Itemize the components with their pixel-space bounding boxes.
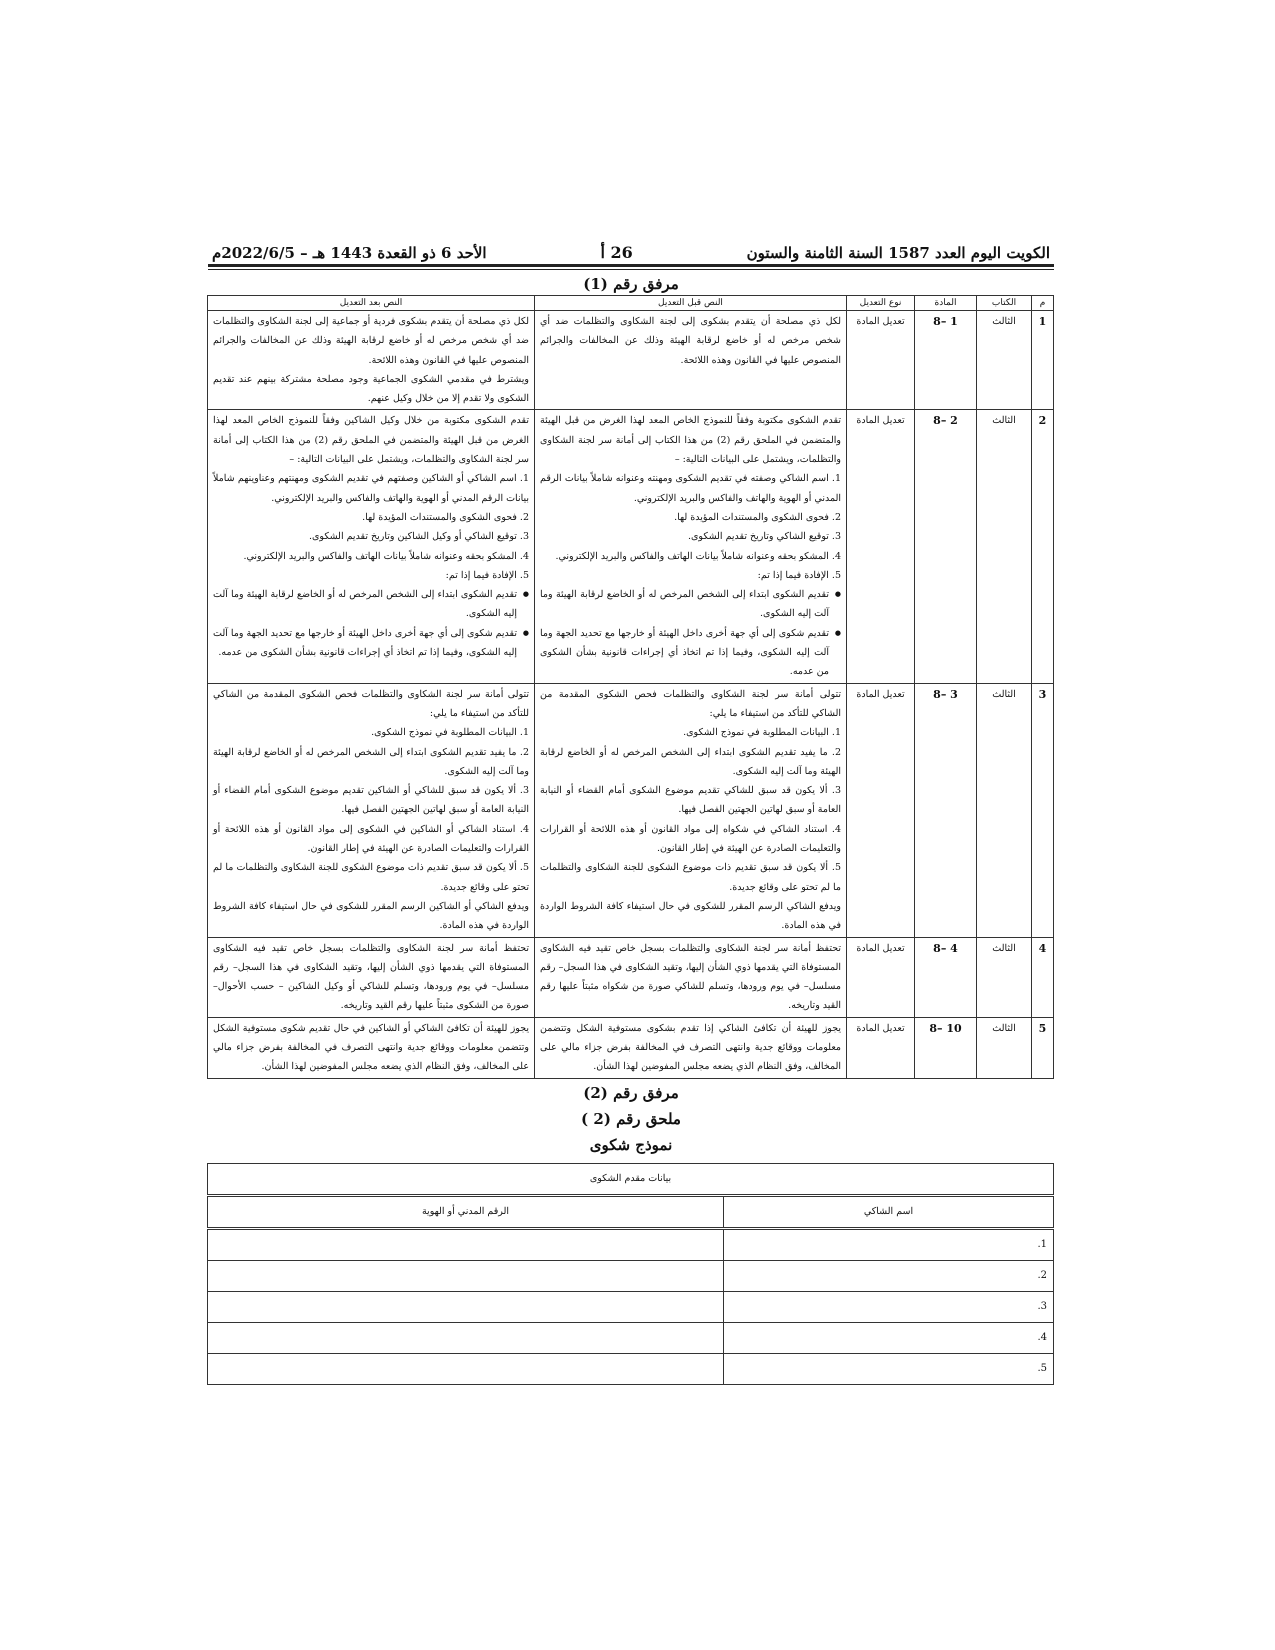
row-book: الثالث <box>977 311 1032 410</box>
text-paragraph: ويشترط في مقدمي الشكوى الجماعية وجود مصلحة مشتركة بينهم عند تقديم الشكوى ولا تقدم إلا من خلال وكيل عنهم. <box>213 373 529 405</box>
row-type: تعديل المادة <box>847 937 915 1017</box>
annex-title: ملحق رقم (2 ) <box>581 1109 681 1128</box>
row-book: الثالث <box>977 410 1032 683</box>
header-rule-thin <box>208 269 1054 270</box>
text-paragraph: ويدفع الشاكي الرسم المقرر للشكوى في حال استيفاء كافة الشروط الواردة في هذه المادة. <box>540 900 841 932</box>
text-paragraph: يجوز للهيئة أن تكافئ الشاكي إذا تقدم بشكوى مستوفية الشكل وتتضمن معلومات ووقائع جدية وانتهى التصرف في المخالفة بفرض جزاء مالي على المخالف، وفق النظام الذي يضعه مجلس المفوضين لهذا الشأن. <box>540 1022 841 1073</box>
form-row <box>207 1228 1053 1260</box>
text-paragraph: 3. ألا يكون قد سبق للشاكي أو الشاكين تقديم موضوع الشكوى أمام القضاء أو النيابة العامة أو سبق لهاتين الجهتين الفصل فيها. <box>213 785 529 816</box>
text-paragraph: 3. توقيع الشاكي وتاريخ تقديم الشكوى. <box>687 531 841 543</box>
text-paragraph: 4. المشكو بحقه وعنوانه شاملاً بيانات الهاتف والفاكس والبريد الإلكتروني. <box>555 550 841 562</box>
row-type: تعديل المادة <box>847 311 915 410</box>
form-row-number: 2. <box>724 1260 1054 1291</box>
text-paragraph: 4. المشكو بحقه وعنوانه شاملاً بيانات الهاتف والفاكس والبريد الإلكتروني. <box>243 550 529 562</box>
complaint-form-table <box>207 1163 1054 1385</box>
form-row-number: 4. <box>724 1322 1054 1353</box>
gazette-page <box>208 236 1054 1385</box>
text-paragraph: 1. البيانات المطلوبة في نموذج الشكوى. <box>683 727 841 739</box>
text-paragraph: 3. ألا يكون قد سبق للشاكي تقديم موضوع الشكوى أمام القضاء أو النيابة العامة أو سبق لهاتين الجهتين الفصل فيها. <box>540 785 841 816</box>
col-m: م <box>1032 296 1054 311</box>
row-text-before <box>535 937 847 1017</box>
col-book: الكتاب <box>977 296 1032 311</box>
form-col-id: الرقم المدني أو الهوية <box>207 1195 723 1228</box>
text-paragraph: 5. الإفادة فيما إذا تم: <box>445 569 529 581</box>
page-header <box>208 236 1054 262</box>
row-text-before <box>535 311 847 410</box>
text-paragraph: لكل ذي مصلحة أن يتقدم بشكوى إلى لجنة الشكاوى والتظلمات ضد أي شخص مرخص له أو خاضع لرقابة الهيئة وذلك عن المخالفات والجرائم المنصوص عليها في القانون وهذه اللائحة. <box>540 316 841 366</box>
text-paragraph: تقدم الشكوى مكتوبة وفقاً للنموذج الخاص المعد لهذا الغرض من قبل الهيئة والمتضمن في الملحق رقم (2) من هذا الكتاب إلى أمانة سر لجنة الشكاوى والتظلمات، ويشتمل على البيانات التالية: – <box>540 415 841 466</box>
text-paragraph: 2. فحوى الشكوى والمستندات المؤيدة لها. <box>362 511 529 523</box>
form-row <box>207 1353 1053 1384</box>
header-date: الأحد 6 ذو القعدة 1443 هـ – 2022/6/5م <box>212 244 487 262</box>
row-text-before <box>535 1017 847 1078</box>
row-type: تعديل المادة <box>847 683 915 937</box>
attachment-1-title: مرفق رقم (1) <box>583 275 679 293</box>
row-number: 5 <box>1032 1017 1054 1078</box>
text-paragraph: 2. ما يفيد تقديم الشكوى ابتداء إلى الشخص المرخص له أو الخاضع لرقابة الهيئة وما آلت إليه الشكوى. <box>540 746 841 777</box>
text-paragraph: 2. ما يفيد تقديم الشكوى ابتداء إلى الشخص المرخص له أو الخاضع لرقابة الهيئة وما آلت إليه الشكوى. <box>213 746 529 777</box>
row-text-after <box>208 1017 535 1078</box>
form-id-cell <box>207 1353 723 1384</box>
text-paragraph: 1. اسم الشاكي أو الشاكين وصفتهم في تقديم الشكوى ومهنتهم وعناوينهم شاملاً بيانات الرقم المدني أو الهوية والهاتف والفاكس والبريد الإلكتروني. <box>213 473 529 504</box>
text-paragraph: 4. استناد الشاكي أو الشاكين في الشكوى إلى مواد القانون أو هذه اللائحة أو القرارات والتعليمات الصادرة عن الهيئة في إطار القانون. <box>213 823 529 855</box>
row-text-before <box>535 410 847 683</box>
row-text-before <box>535 683 847 937</box>
bullet-item: ● تقديم شكوى إلى أي جهة أخرى داخل الهيئة أو خارجها مع تحديد الجهة وما آلت إليه الشكوى، وفيما إذا تم اتخاذ أي إجراءات قانونية بشأن الشكوى من عدمه. <box>213 624 529 663</box>
text-paragraph: 5. ألا يكون قد سبق تقديم ذات موضوع الشكوى للجنة الشكاوى والتظلمات ما لم تحتو على وقائع جديدة. <box>213 862 529 893</box>
form-id-cell <box>207 1228 723 1260</box>
row-book: الثالث <box>977 1017 1032 1078</box>
amendments-table <box>207 295 1054 1079</box>
row-article: 8– 1 <box>915 311 977 410</box>
table-row <box>208 410 1054 683</box>
col-type: نوع التعديل <box>847 296 915 311</box>
text-paragraph: تحتفظ أمانة سر لجنة الشكاوى والتظلمات بسجل خاص تقيد فيه الشكاوى المستوفاة التي يقدمها ذوي الشأن إليها، وتقيد الشكاوى في هذا السجل– رقم مسلسل– في يوم ورودها، وتسلم للشاكي أو وكيل الشاكين – حسب الأحوال– صورة من الشكوى مثبتاً عليها رقم القيد وتاريخه. <box>213 942 529 1012</box>
table-row <box>208 937 1054 1017</box>
text-paragraph: تتولى أمانة سر لجنة الشكاوى والتظلمات فحص الشكوى المقدمة من الشاكي للتأكد من استيفاء ما يلي: <box>540 688 841 719</box>
row-text-after <box>208 937 535 1017</box>
text-paragraph: 1. اسم الشاكي وصفته في تقديم الشكوى ومهنته وعنوانه شاملاً بيانات الرقم المدني أو الهوية والهاتف والفاكس والبريد الإلكتروني. <box>540 473 841 504</box>
text-paragraph: تقدم الشكوى مكتوبة من خلال وكيل الشاكين وفقاً للنموذج الخاص المعد لهذا الغرض من قبل الهيئة والمتضمن في الملحق رقم (2) من هذا الكتاب إلى أمانة سر لجنة الشكاوى والتظلمات، ويشتمل على البيانات التالية: – <box>213 415 529 466</box>
row-type: تعديل المادة <box>847 410 915 683</box>
row-book: الثالث <box>977 937 1032 1017</box>
bullet-item: ● تقديم شكوى إلى أي جهة أخرى داخل الهيئة أو خارجها مع تحديد الجهة وما آلت إليه الشكوى، وفيما إذا تم اتخاذ أي إجراءات قانونية بشأن الشكوى من عدمه. <box>540 624 841 682</box>
form-id-cell <box>207 1322 723 1353</box>
form-id-cell <box>207 1291 723 1322</box>
row-text-after <box>208 683 535 937</box>
form-row-number: 1. <box>724 1228 1054 1260</box>
form-row-number: 3. <box>724 1291 1054 1322</box>
form-col-name: اسم الشاكي <box>724 1195 1054 1228</box>
text-paragraph: ويدفع الشاكي أو الشاكين الرسم المقرر للشكوى في حال استيفاء كافة الشروط الواردة في هذه المادة. <box>213 900 529 932</box>
row-type: تعديل المادة <box>847 1017 915 1078</box>
row-number: 3 <box>1032 683 1054 937</box>
row-text-after <box>208 311 535 410</box>
text-paragraph: 3. توقيع الشاكي أو وكيل الشاكين وتاريخ تقديم الشكوى. <box>308 531 529 543</box>
col-article: المادة <box>915 296 977 311</box>
col-after: النص بعد التعديل <box>208 296 535 311</box>
row-book: الثالث <box>977 683 1032 937</box>
bullet-item: ● تقديم الشكوى ابتداء إلى الشخص المرخص له أو الخاضع لرقابة الهيئة وما آلت إليه الشكوى. <box>213 585 529 624</box>
header-issue: الكويت اليوم العدد 1587 السنة الثامنة والستون <box>746 244 1050 262</box>
text-paragraph: يجوز للهيئة أن تكافئ الشاكي أو الشاكين في حال تقديم شكوى مستوفية الشكل وتتضمن معلومات ووقائع جدية وانتهى التصرف في المخالفة بفرض جزاء مالي على المخالف، وفق النظام الذي يضعه مجلس المفوضين لهذا الشأن. <box>213 1022 529 1073</box>
row-number: 4 <box>1032 937 1054 1017</box>
text-paragraph: 1. البيانات المطلوبة في نموذج الشكوى. <box>371 727 529 739</box>
form-caption: بيانات مقدم الشكوى <box>207 1163 1053 1195</box>
bullet-item: ● تقديم الشكوى ابتداء إلى الشخص المرخص له أو الخاضع لرقابة الهيئة وما آلت إليه الشكوى. <box>540 585 841 624</box>
amendments-header-row <box>208 296 1054 311</box>
form-row <box>207 1291 1053 1322</box>
text-paragraph: تحتفظ أمانة سر لجنة الشكاوى والتظلمات بسجل خاص تقيد فيه الشكاوى المستوفاة التي يقدمها ذوي الشأن إليها، وتقيد الشكاوى في هذا السجل– رقم مسلسل– في يوم ورودها، وتسلم للشاكي صورة من شكواه مثبتاً عليها رقم القيد وتاريخه. <box>540 942 841 1012</box>
row-text-after <box>208 410 535 683</box>
text-paragraph: 2. فحوى الشكوى والمستندات المؤيدة لها. <box>674 511 841 523</box>
row-number: 1 <box>1032 311 1054 410</box>
form-row-number: 5. <box>724 1353 1054 1384</box>
row-article: 8– 2 <box>915 410 977 683</box>
attachment-2-title: مرفق رقم (2) <box>583 1083 679 1102</box>
col-before: النص قبل التعديل <box>535 296 847 311</box>
text-paragraph: 5. الإفادة فيما إذا تم: <box>757 569 841 581</box>
row-article: 8– 10 <box>915 1017 977 1078</box>
row-article: 8– 4 <box>915 937 977 1017</box>
table-row <box>208 1017 1054 1078</box>
form-id-cell <box>207 1260 723 1291</box>
row-number: 2 <box>1032 410 1054 683</box>
form-title: نموذج شكوى <box>589 1135 673 1154</box>
header-rule <box>208 264 1054 267</box>
form-row <box>207 1322 1053 1353</box>
text-paragraph: تتولى أمانة سر لجنة الشكاوى والتظلمات فحص الشكوى المقدمة من الشاكي للتأكد من استيفاء ما يلي: <box>213 688 529 719</box>
row-article: 8– 3 <box>915 683 977 937</box>
table-row <box>208 683 1054 937</box>
form-row <box>207 1260 1053 1291</box>
table-row <box>208 311 1054 410</box>
header-page-number: 26 أ <box>600 243 633 262</box>
text-paragraph: 4. استناد الشاكي في شكواه إلى مواد القانون أو هذه اللائحة أو القرارات والتعليمات الصادرة عن الهيئة في إطار القانون. <box>540 823 841 855</box>
text-paragraph: لكل ذي مصلحة أن يتقدم بشكوى فردية أو جماعية إلى لجنة الشكاوى والتظلمات ضد أي شخص مرخص له أو خاضع لرقابة الهيئة وذلك عن المخالفات والجرائم المنصوص عليها في القانون وهذه اللائحة. <box>213 316 529 366</box>
text-paragraph: 5. ألا يكون قد سبق تقديم ذات موضوع الشكوى للجنة الشكاوى والتظلمات ما لم تحتو على وقائع جديدة. <box>540 862 841 893</box>
